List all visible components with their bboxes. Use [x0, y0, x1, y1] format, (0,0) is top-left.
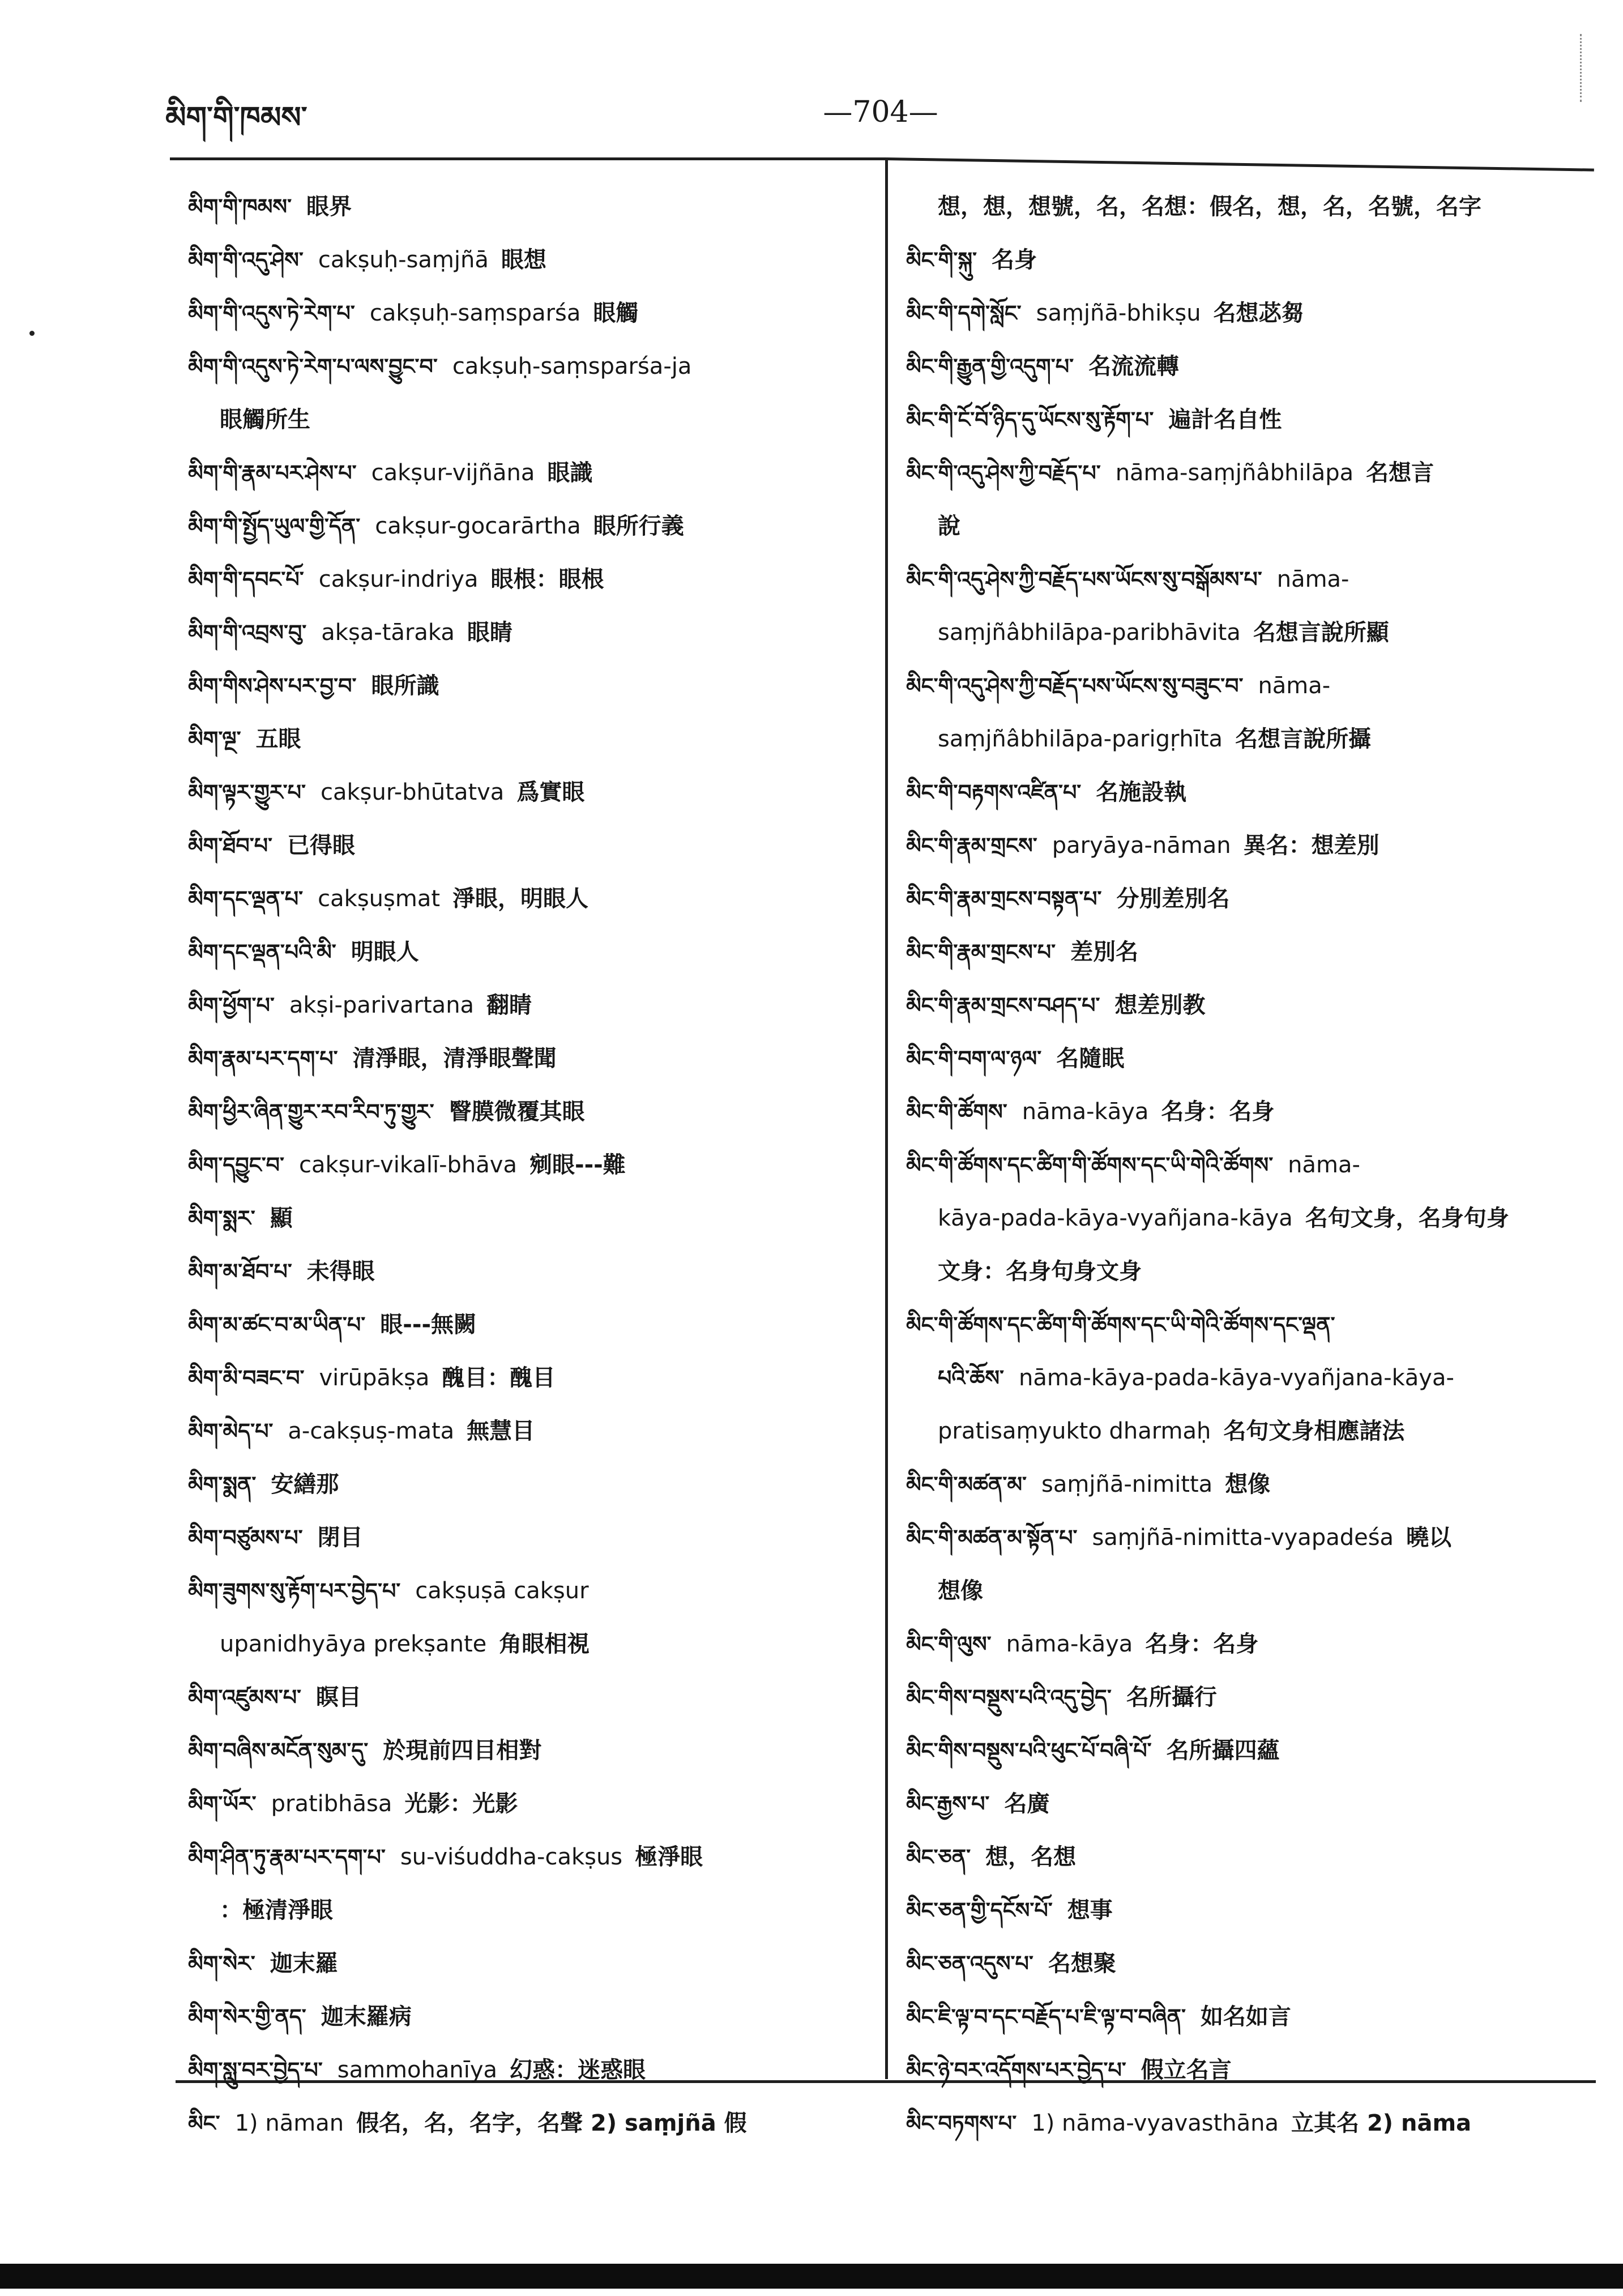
tibetan-headword: མིག་བཞིས་མངོན་སུམ་དུ་ [188, 1738, 369, 1763]
sanskrit-equivalent: cakṣuḥ-saṃjñā [318, 247, 489, 273]
tibetan-headword: མིག་ཟུགས་སུ་རྟོག་པར་བྱེད་པ་ [188, 1578, 401, 1603]
tibetan-headword: མིག་སྨར་ [188, 1206, 255, 1231]
sanskrit-equivalent: upanidhyāya prekṣante [220, 1631, 487, 1657]
dictionary-entry [906, 393, 1594, 446]
tibetan-headword: མིང་གིས་བསྡུས་པའི་འདུ་བྱེད་ [906, 1685, 1112, 1710]
chinese-gloss: 名身 [991, 247, 1037, 273]
entry-continuation [188, 1618, 870, 1671]
dictionary-entry [188, 979, 870, 1032]
chinese-gloss: 想，想，想號，名，名想：假名，想，名，名號，名字 [938, 194, 1481, 220]
tibetan-headword: མིག་གི་འདུས་ཏེ་རེག་པ་ལས་བྱུང་བ་ [188, 354, 438, 379]
chinese-gloss: 清淨眼，清淨眼聲聞 [352, 1045, 557, 1072]
chinese-gloss: 名所攝行 [1126, 1684, 1217, 1710]
sanskrit-equivalent: cakṣur-bhūtatva [320, 779, 505, 805]
dictionary-entry [906, 1830, 1594, 1884]
tibetan-headword: མིང་ཅན་ [906, 1845, 971, 1870]
tibetan-headword: མིག་དང་ལྡན་པ་ [188, 886, 304, 911]
tibetan-headword: མིང་གི་རྣམ་གྲངས་བཤད་པ་ [906, 993, 1100, 1018]
tibetan-headword: མིང་གི་རྣམ་གྲངས་བསྟན་པ་ [906, 886, 1102, 911]
sanskrit-equivalent: nāma- [1258, 673, 1331, 699]
sanskrit-equivalent: nāma- [1276, 566, 1349, 592]
running-head: མིག་གི་ཁམས་ [165, 101, 307, 135]
dictionary-entry [906, 1884, 1594, 1937]
tibetan-headword: མིང་བཏགས་པ་ [906, 2111, 1017, 2136]
entry-continuation [906, 606, 1594, 659]
dictionary-entry [188, 1351, 870, 1405]
chinese-gloss: 想，名想 [985, 1844, 1077, 1870]
dictionary-entry [906, 1618, 1594, 1671]
chinese-gloss: 說 [938, 513, 960, 539]
chinese-gloss: 閉目 [317, 1525, 363, 1551]
tibetan-headword: མིག་དང་ལྡན་པའི་མི་ [188, 940, 336, 965]
dictionary-entry [188, 2097, 870, 2150]
chinese-gloss: 眼---無闕 [380, 1312, 477, 1338]
dictionary-entry [188, 1830, 870, 1884]
tibetan-headword: མིང་གི་ཚོགས་ [906, 1099, 1007, 1124]
chinese-gloss: 名想言說所顯 [1253, 620, 1389, 646]
dictionary-entry [906, 1724, 1594, 1777]
tibetan-headword: མིག་གིས་ཤེས་པར་བྱ་བ་ [188, 673, 357, 698]
tibetan-headword: མིང་ཅན་འདུས་པ་ [906, 1951, 1033, 1976]
tibetan-headword: མིག་རྣམ་པར་དག་པ་ [188, 1046, 338, 1071]
dictionary-entry [906, 1990, 1594, 2043]
chinese-gloss: 迦末羅病 [321, 2004, 412, 2030]
dictionary-entry [188, 1245, 870, 1298]
tibetan-headword: མིང་གི་ཚོགས་དང་ཚིག་གི་ཚོགས་དང་ཡི་གེའི་ཚོགས་ [906, 1153, 1274, 1177]
tibetan-headword: མིག་གི་འདུས་ཏེ་རེག་པ་ [188, 301, 355, 326]
dictionary-entry [188, 287, 870, 340]
tibetan-headword: པའི་ཆོས་ [938, 1365, 1004, 1390]
sanskrit-equivalent: akṣa-tāraka [321, 620, 455, 646]
dictionary-entry [906, 1298, 1594, 1351]
chinese-gloss: 迦末羅 [270, 1951, 338, 1977]
chinese-gloss: 異名：想差別 [1243, 833, 1379, 859]
tibetan-headword: མིག་སེར་གྱི་ནད་ [188, 2004, 306, 2029]
dictionary-entry [188, 1032, 870, 1085]
tibetan-headword: མིང་ཉེ་བར་འདོགས་པར་བྱེད་པ་ [906, 2058, 1126, 2082]
sanskrit-equivalent: saṃjñā-nimitta [1041, 1471, 1213, 1497]
chinese-gloss: 差別名 [1070, 939, 1139, 965]
dictionary-entry [188, 1511, 870, 1564]
dictionary-entry [188, 925, 870, 979]
chinese-gloss: 名想苾芻 [1213, 300, 1304, 326]
chinese-gloss: 極淨眼 [635, 1844, 703, 1870]
entry-continuation [906, 1245, 1594, 1298]
tibetan-headword: མིང་གི་དགེ་སློང་ [906, 301, 1022, 326]
chinese-gloss: 想事 [1067, 1897, 1113, 1923]
tibetan-headword: མིང་གི་ལུས་ [906, 1632, 992, 1657]
tibetan-headword: མིག་སླུ་བར་བྱེད་པ་ [188, 2058, 323, 2082]
sanskrit-equivalent: paryāya-nāman [1052, 833, 1231, 859]
tibetan-headword: མིག་ཤིན་ཏུ་རྣམ་པར་དག་པ་ [188, 1845, 386, 1870]
sanskrit-equivalent: saṃjñā-nimitta-vyapadeśa [1092, 1525, 1394, 1551]
margin-dot [29, 331, 35, 336]
chinese-gloss: 如名如言 [1200, 2004, 1291, 2030]
tibetan-headword: མིག་གི་འདུ་ཤེས་ [188, 247, 304, 272]
dictionary-entry [188, 1192, 870, 1245]
sanskrit-equivalent: 1) nāma-vyavasthāna [1031, 2110, 1279, 2136]
sanskrit-equivalent: saṃjñā-bhikṣu [1036, 300, 1201, 326]
chinese-gloss: 名隨眠 [1056, 1045, 1125, 1072]
tibetan-headword: མིག་མ་ཚང་བ་མ་ཡིན་པ་ [188, 1312, 366, 1337]
chinese-gloss: 假立名言 [1141, 2057, 1232, 2083]
dictionary-entry [906, 1937, 1594, 1990]
dictionary-entry [188, 819, 870, 872]
dictionary-entry [188, 180, 870, 233]
dictionary-entry [188, 2043, 870, 2097]
tibetan-headword: མིག་མ་ཐོབ་པ་ [188, 1259, 292, 1284]
chinese-gloss: 文身：名身句身文身 [938, 1258, 1142, 1284]
chinese-gloss: 瞖膜微覆其眼 [449, 1099, 585, 1125]
chinese-gloss: 想像 [1225, 1471, 1271, 1497]
dictionary-entry [906, 659, 1594, 712]
sanskrit-equivalent: su-viśuddha-cakṣus [400, 1844, 623, 1870]
sanskrit-equivalent: cakṣur-vijñāna [371, 460, 535, 486]
tibetan-headword: མིང་ཅན་གྱི་དངོས་པོ་ [906, 1898, 1053, 1923]
dictionary-entry [188, 1405, 870, 1458]
chinese-gloss: 眼識 [547, 460, 593, 486]
dictionary-entry [188, 553, 870, 606]
tibetan-headword: མིང་རྒྱས་པ་ [906, 1791, 990, 1816]
entry-continuation [906, 1192, 1594, 1245]
chinese-gloss: 醜目：醜目 [442, 1365, 556, 1391]
tibetan-headword: མིག་ལྟར་གྱུར་པ་ [188, 780, 306, 805]
tibetan-headword: མིང་གི་མཚན་མ་སྟོན་པ་ [906, 1525, 1078, 1550]
tibetan-headword: མིང་གིས་བསྡུས་པའི་ཕུང་པོ་བཞི་པོ་ [906, 1738, 1152, 1763]
dictionary-entry [906, 766, 1594, 819]
sanskrit-equivalent: nāma-kāya-pada-kāya-vyañjana-kāya- [1018, 1365, 1454, 1391]
scan-edge-bar [0, 2264, 1623, 2289]
chinese-gloss: 幻惑：迷惑眼 [510, 2057, 646, 2083]
tibetan-headword: མིག་བཙུམས་པ་ [188, 1525, 303, 1550]
tibetan-headword: མིང་གི་རྒྱུན་གྱི་འདུག་པ་ [906, 354, 1074, 379]
tibetan-headword: མིག་ཐོབ་པ་ [188, 833, 273, 858]
chinese-gloss: 名想言說所攝 [1235, 726, 1372, 752]
scan-edge-mark [1580, 34, 1595, 102]
tibetan-headword: མིང་གི་འདུ་ཤེས་ཀྱི་བརྗོད་པས་ཡོངས་སུ་བསྒོམས་པ་ [906, 567, 1262, 592]
dictionary-entry [188, 1724, 870, 1777]
chinese-gloss: 未得眼 [306, 1258, 375, 1284]
chinese-gloss: 想像 [938, 1578, 983, 1604]
dictionary-entry [188, 340, 870, 393]
chinese-gloss: 五眼 [255, 726, 301, 752]
sanskrit-equivalent: cakṣuṣmat [318, 886, 441, 912]
chinese-gloss: 眼所識 [371, 673, 439, 699]
dictionary-entry [906, 2097, 1594, 2150]
sanskrit-equivalent: saṃjñâbhilāpa-paribhāvita [938, 620, 1241, 646]
sanskrit-equivalent: 1) nāman [234, 2110, 344, 2136]
sanskrit-equivalent: cakṣur-gocarārtha [375, 513, 581, 539]
dictionary-entry [188, 1671, 870, 1724]
tibetan-headword: མིག་སེར་ [188, 1951, 255, 1976]
chinese-gloss: 曉以 [1406, 1525, 1452, 1551]
tibetan-headword: མིང་གི་བག་ལ་ཉལ་ [906, 1046, 1042, 1071]
sanskrit-equivalent: nāma-saṃjñâbhilāpa [1115, 460, 1354, 486]
dictionary-entry [188, 606, 870, 659]
tibetan-headword: མིང་གི་མཚན་མ་ [906, 1472, 1027, 1497]
sanskrit-equivalent: cakṣuḥ-saṃsparśa [369, 300, 581, 326]
dictionary-entry [906, 340, 1594, 393]
chinese-gloss: 角眼相視 [499, 1631, 590, 1657]
chinese-gloss: 無慧目 [467, 1418, 535, 1444]
chinese-gloss: 翻睛 [486, 992, 532, 1018]
top-rule-left [170, 157, 886, 160]
dictionary-entry [188, 1298, 870, 1351]
sanskrit-equivalent: cakṣur-vikalī-bhāva [299, 1152, 517, 1178]
chinese-gloss: 眼睛 [467, 620, 512, 646]
dictionary-entry [188, 1458, 870, 1511]
tibetan-headword: མིག་གི་དབང་པོ་ [188, 567, 304, 592]
tibetan-headword: མིག་གི་སྤྱོད་ཡུལ་གྱི་དོན་ [188, 514, 361, 539]
dictionary-entry [906, 1458, 1594, 1511]
sanskrit-equivalent: virūpākṣa [319, 1365, 430, 1391]
entry-continuation [906, 1351, 1594, 1405]
chinese-gloss: 爲實眼 [516, 779, 585, 805]
dictionary-entry [188, 1085, 870, 1138]
dictionary-entry [906, 1085, 1594, 1138]
chinese-gloss: 分別差別名 [1116, 886, 1230, 912]
tibetan-headword: མིག་གི་འབྲས་བུ་ [188, 620, 307, 645]
tibetan-headword: མིག་འཛུམས་པ་ [188, 1685, 302, 1710]
tibetan-headword: མིང་ཇི་ལྟ་བ་དང་བརྗོད་པ་ཇི་ལྟ་བ་བཞིན་ [906, 2004, 1186, 2029]
chinese-gloss: 名想聚 [1048, 1951, 1116, 1977]
chinese-gloss: 眼觸所生 [220, 407, 310, 433]
chinese-gloss: 遍計名自性 [1168, 407, 1282, 433]
chinese-gloss: 剜眼---難 [529, 1152, 626, 1178]
tibetan-headword: མིང་གི་སྐུ་ [906, 247, 977, 272]
entry-continuation [188, 1884, 870, 1937]
top-rule-right [886, 157, 1594, 172]
dictionary-entry [906, 446, 1594, 500]
tibetan-headword: མིང་ [188, 2111, 220, 2136]
dictionary-entry [906, 2043, 1594, 2097]
dictionary-entry [906, 925, 1594, 979]
dictionary-entry [906, 979, 1594, 1032]
sanskrit-equivalent: pratisaṃyukto dharmaḥ [938, 1418, 1211, 1444]
dictionary-entry [906, 553, 1594, 606]
dictionary-entry [188, 446, 870, 500]
tibetan-headword: མིག་ལྔ་ [188, 727, 241, 752]
chinese-gloss: 淨眼，明眼人 [452, 886, 589, 912]
tibetan-headword: མིག་སྨན་ [188, 1472, 257, 1497]
chinese-gloss: 已得眼 [287, 833, 356, 859]
dictionary-entry [188, 1138, 870, 1192]
chinese-gloss: 光影：光影 [404, 1791, 518, 1817]
right-column [906, 180, 1594, 2150]
page-number: —704— [823, 95, 938, 129]
chinese-gloss: 名想言 [1366, 460, 1434, 486]
sanskrit-equivalent: nāma- [1288, 1152, 1360, 1178]
dictionary-entry [188, 659, 870, 712]
dictionary-entry [906, 1777, 1594, 1830]
dictionary-entry [188, 233, 870, 287]
dictionary-entry [906, 1511, 1594, 1564]
dictionary-entry [188, 1937, 870, 1990]
chinese-gloss: 名施設執 [1096, 779, 1187, 805]
sanskrit-equivalent: nāma-kāya [1006, 1631, 1133, 1657]
chinese-gloss: 名廣 [1004, 1791, 1050, 1817]
dictionary-entry [188, 712, 870, 766]
sanskrit-equivalent: nāma-kāya [1022, 1099, 1149, 1125]
sanskrit-equivalent: cakṣur-indriya [318, 566, 479, 592]
tibetan-headword: མིག་གི་ཁམས་ [188, 194, 292, 219]
dictionary-entry [188, 500, 870, 553]
chinese-gloss: 眼界 [306, 194, 352, 220]
sanskrit-equivalent: sammohanīya [337, 2057, 497, 2083]
tibetan-headword: མིང་གི་བརྟགས་འཛིན་པ་ [906, 780, 1082, 805]
chinese-gloss: 顯 [270, 1205, 293, 1231]
dictionary-entry [906, 1138, 1594, 1192]
dictionary-entry [906, 1671, 1594, 1724]
sanskrit-equivalent: kāya-pada-kāya-vyañjana-kāya [938, 1205, 1293, 1231]
chinese-gloss: 名身：名身 [1145, 1631, 1259, 1657]
chinese-gloss: 眼所行義 [593, 513, 684, 539]
chinese-gloss: 眼想 [501, 247, 546, 273]
entry-continuation [188, 393, 870, 446]
tibetan-headword: མིང་གི་འདུ་ཤེས་ཀྱི་བརྗོད་པས་ཡོངས་སུ་བཟུང་བ་ [906, 673, 1244, 698]
dictionary-entry [906, 233, 1594, 287]
tibetan-headword: མིང་གི་རྣམ་གྲངས་ [906, 833, 1037, 858]
dictionary-entry [906, 872, 1594, 925]
tibetan-headword: མིང་གི་རྣམ་གྲངས་པ་ [906, 940, 1056, 965]
dictionary-entry [188, 766, 870, 819]
chinese-gloss: 想差別教 [1114, 992, 1206, 1018]
dictionary-entry [188, 872, 870, 925]
tibetan-headword: མིག་དབྱུང་བ་ [188, 1153, 285, 1177]
tibetan-headword: མིག་ཕྱིར་ཞིན་གྱུར་རབ་རིབ་ཏུ་གྱུར་ [188, 1099, 434, 1124]
entry-continuation [906, 500, 1594, 553]
column-divider [885, 160, 888, 2079]
dictionary-entry [906, 1032, 1594, 1085]
tibetan-headword: མིང་གི་འདུ་ཤེས་ཀྱི་བརྗོད་པ་ [906, 460, 1101, 485]
tibetan-headword: མིང་གི་ངོ་བོ་ཉིད་དུ་ཡོངས་སུ་རྟོག་པ་ [906, 407, 1154, 432]
dictionary-entry [906, 819, 1594, 872]
dictionary-entry [188, 1564, 870, 1618]
tibetan-headword: མིང་གི་ཚོགས་དང་ཚིག་གི་ཚོགས་དང་ཡི་གེའི་ཚོགས་དང་ལྡན་ [906, 1312, 1335, 1337]
chinese-gloss: 瞑目 [316, 1684, 362, 1710]
tibetan-headword: མིག་མི་བཟང་བ་ [188, 1365, 305, 1390]
chinese-gloss: 眼根：眼根 [490, 566, 604, 592]
sanskrit-equivalent: saṃjñâbhilāpa-parigṛhīta [938, 726, 1223, 752]
chinese-gloss: 安繕那 [271, 1471, 339, 1497]
chinese-gloss: 眼觸 [593, 300, 639, 326]
chinese-gloss: 名句文身，名身句身 [1305, 1205, 1509, 1231]
entry-continuation [906, 1405, 1594, 1458]
sanskrit-equivalent: a-cakṣuṣ-mata [288, 1418, 455, 1444]
chinese-gloss: ：極清淨眼 [220, 1897, 333, 1923]
tibetan-headword: མིག་ཡོར་ [188, 1791, 257, 1816]
chinese-gloss: 名句文身相應諸法 [1223, 1418, 1405, 1444]
chinese-gloss: 立其名 2) nāma [1291, 2110, 1472, 2136]
chinese-gloss: 名所攝四蘊 [1166, 1738, 1280, 1764]
sanskrit-equivalent: pratibhāsa [271, 1791, 392, 1817]
chinese-gloss: 明眼人 [351, 939, 419, 965]
dictionary-entry [906, 287, 1594, 340]
left-column [188, 180, 870, 2150]
tibetan-headword: མིག་གི་རྣམ་པར་ཤེས་པ་ [188, 460, 357, 485]
sanskrit-equivalent: akṣi-parivartana [289, 992, 475, 1018]
entry-continuation [906, 180, 1594, 233]
chinese-gloss: 於現前四目相對 [383, 1738, 542, 1764]
tibetan-headword: མིག་མེད་པ་ [188, 1419, 274, 1444]
entry-continuation [906, 712, 1594, 766]
sanskrit-equivalent: cakṣuḥ-saṃsparśa-ja [452, 353, 692, 379]
dictionary-entry [188, 1990, 870, 2043]
entry-continuation [906, 1564, 1594, 1618]
chinese-gloss: 名身：名身 [1161, 1099, 1275, 1125]
dictionary-entry [188, 1777, 870, 1830]
sanskrit-equivalent: cakṣuṣā cakṣur [415, 1578, 589, 1604]
chinese-gloss: 假名，名，名字，名聲 2) saṃjñā 假 [356, 2110, 747, 2136]
tibetan-headword: མིག་ཕྱོག་པ་ [188, 993, 275, 1018]
chinese-gloss: 名流流轉 [1088, 353, 1180, 379]
